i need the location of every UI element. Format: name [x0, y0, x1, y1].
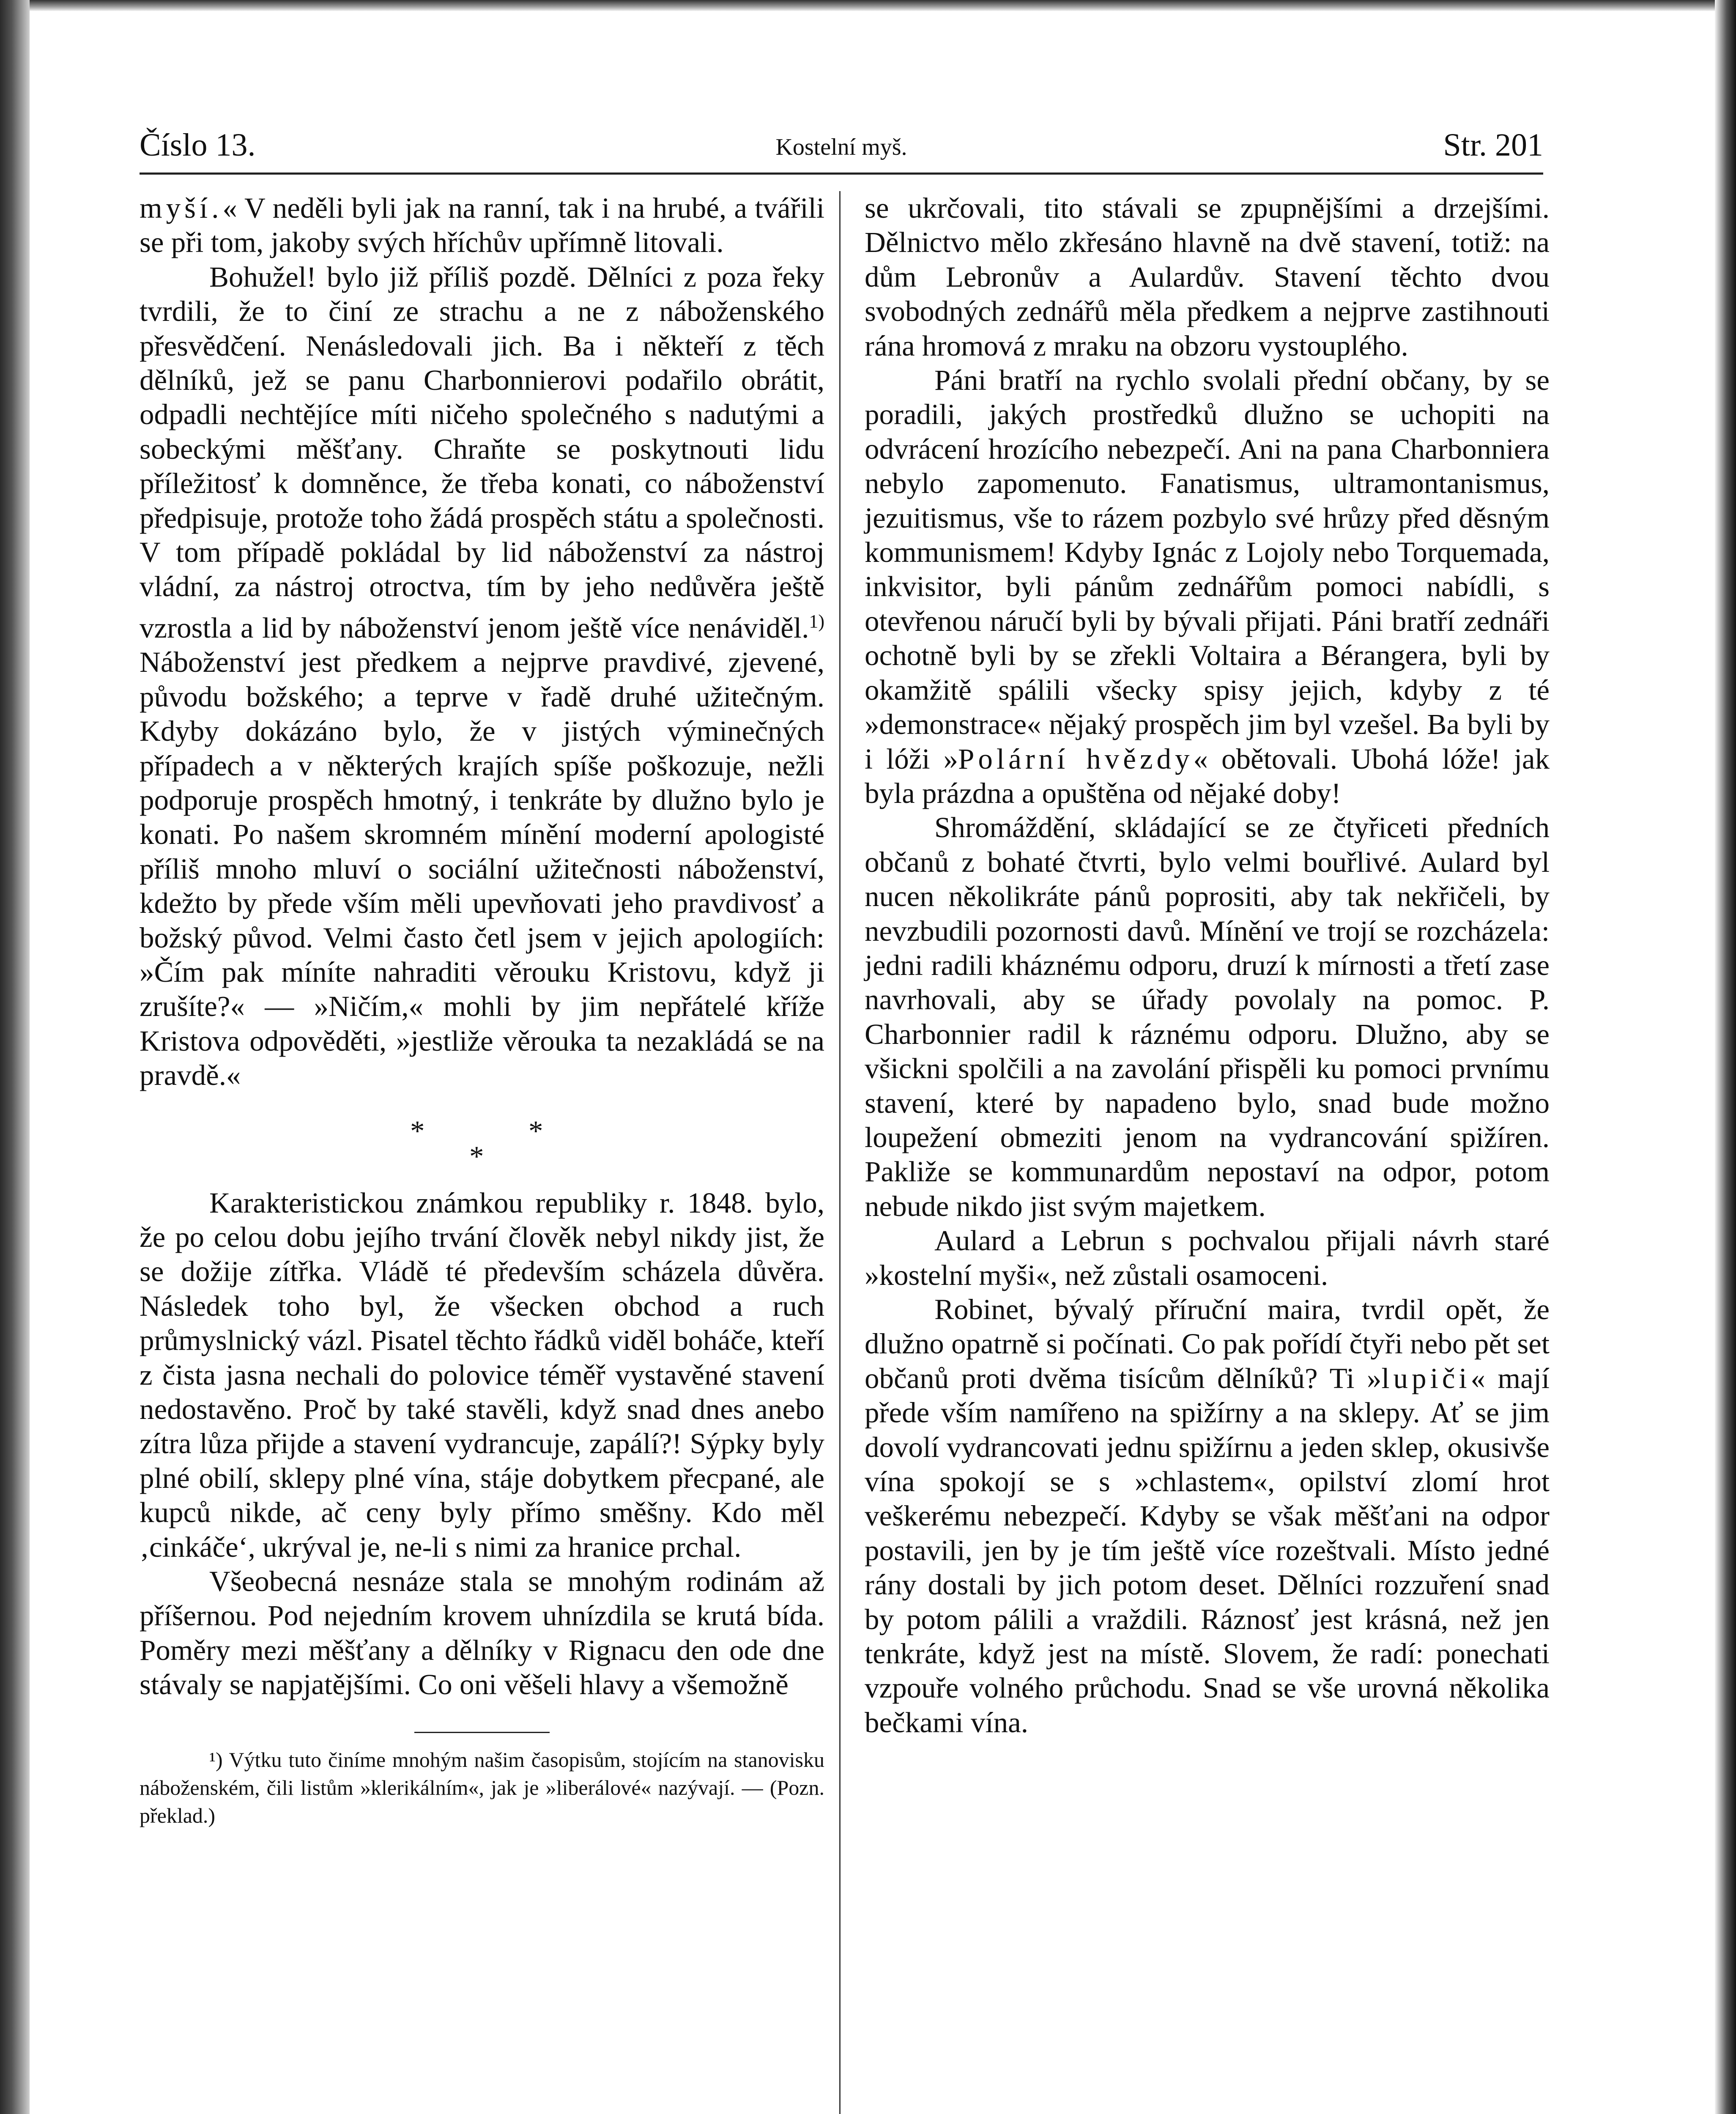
paragraph-text: « mají přede vším namířeno na spižírny a na sklepy. Ať se jim dovolí vydrancovati jednu spižírnu a jeden sklep, okusivše vína spokojí se s »chlastem«, opilství zlomí hrot veškerému nebezpečí. Kdyby se však měšťani na odpor postavili, jen by je tím ještě více rozeštvali. Místo jedné rány dostali by jich potom deset. Dělníci rozzuření snad by potom pálili a vraždili. Ráznosť jest krásná, než jen tenkráte, když jest na místě. Slovem, že radí: ponechati vzpouře volného průchodu. Snad se vše urovná několika bečkami vína. [865, 1362, 1550, 1739]
paragraph-5 [865, 1292, 1550, 1740]
footnote: ¹) Výtku tuto činíme mnohým našim časopisům, stojícím na stanovisku náboženském, čili listům »klerikálním«, jak je »liberálové« nazývají. — (Pozn. překlad.) [140, 1747, 824, 1827]
paragraph-text: « obětovali. Ubohá lóže! jak byla prázdna a opuštěna od nějaké doby! [865, 742, 1550, 809]
paragraph-text: Náboženství jest předkem a nejprve pravdivé, zjevené, původu božského; a teprve v řadě druhé užitečným. Kdyby dokázáno bylo, že v jistých výminečných případech a v některých krajích spíše poškozuje, nežli podporuje prospěch hmotný, i tenkráte by dlužno bylo je konati. Po našem skromném mínění moderní apologisté příliš mnoho mluví o sociální užitečnosti náboženství, kdežto by přede vším měli upevňovati jeho pravdivosť a božský původ. Velmi často četl jsem v jejich apologiích: »Čím pak míníte nahraditi věrouku Kristovu, když ji zrušíte?« — »Ničím,« mohli by jim nepřátelé kříže Kristova odpověděti, »jestliže věrouka ta nezakládá se na pravdě.« [140, 646, 824, 1092]
spaced-phrase: Polární hvězdy [958, 742, 1194, 775]
footnote-rule [414, 1732, 550, 1733]
paragraph-3: Karakteristickou známkou republiky r. 1848. bylo, že po celou dobu jejího trvání člověk nebyl nikdy jist, že se dožije zítřka. Vládě té především scházela důvěra. Následek toho byl, že všecken obchod a ruch průmyslnický vázl. Pisatel těchto řádků viděl boháče, kteří z čista jasna nechali do polovice téměř vystavěné stavení nedostavěno. Proč by také stavěli, když snad dnes anebo zítra lůza přijde a stavení vydrancuje, zapálí?! Sýpky byly plné obilí, sklepy plné vína, stáje dobytkem přecpané, ale kupců nikde, ač ceny byly přímo směšny. Kdo měl ‚cinkáče‘, ukrýval je, ne-li s nimi za hranice prchal. [140, 1186, 824, 1563]
running-title: Kostelní myš. [775, 134, 907, 160]
paragraph-text: Robinet, bývalý příruční maira, tvrdil opět, že dlužno opatrně si počínati. Co pak pořídí čtyři nebo pět set občanů proti dvěma tisícům dělníků? Ti » [865, 1293, 1550, 1394]
spaced-word: lupiči [1381, 1362, 1471, 1394]
paragraph-text: « V neděli byli jak na ranní, tak i na hrubé, a tvářili se při tom, jakoby svých hříchův upřímně litovali. [140, 192, 824, 259]
paragraph-2 [865, 363, 1550, 811]
scan-left-edge [0, 0, 30, 2114]
asterisk: * [469, 1140, 484, 1172]
paragraph-4: Všeobecná nesnáze stala se mnohým rodinám až příšernou. Pod nejedním krovem uhnízdila se krutá bída. Poměry mezi měšťany a dělníky v Rignacu den ode dne stávaly se napjatějšími. Co oni věšeli hlavy a všemožně [140, 1565, 824, 1701]
spaced-word: myší. [140, 192, 223, 224]
asterisk: * [528, 1115, 543, 1147]
column-divider [839, 191, 841, 2114]
scan-right-edge [1715, 0, 1736, 2114]
right-column [865, 191, 1550, 1740]
page-number: Str. 201 [1443, 127, 1543, 163]
header-rule [140, 173, 1543, 175]
paragraph-4: Aulard a Lebrun s pochvalou přijali návrh staré »kostelní myši«, než zůstali osamoceni. [865, 1224, 1550, 1291]
left-column [140, 191, 824, 1829]
issue-number: Číslo 13. [140, 127, 256, 163]
paragraph-1 [140, 191, 824, 260]
paragraph-3: Shromáždění, skládající se ze čtyřiceti předních občanů z bohaté čtvrti, bylo velmi bouřlivé. Aulard byl nucen několikráte pánů poprositi, aby tak nekřičeli, by nevzbudili pozornosti davů. Mínění ve trojí se rozcházela: jedni radili kháznému odporu, druzí k mírnosti a třetí zase navrhovali, aby se úřady povolaly na pomoc. P. Charbonnier radil k ráznému odporu. Dlužno, aby se všickni spolčili a na zavolání přispěli ku pomoci prvnímu stavení, které by napadeno bylo, snad bude možno loupežení obmeziti jenom na vydrancování spižíren. Pakliže se kommunardům nepostaví na odpor, potom nebude nikdo jist svým majetkem. [865, 811, 1550, 1222]
footnote-ref: 1) [809, 611, 824, 632]
page-header [140, 123, 1543, 173]
paragraph-2 [140, 260, 824, 1093]
paragraph-text: Bohužel! bylo již příliš pozdě. Dělníci z poza řeky tvrdili, že to činí ze strachu a ne z náboženského přesvědčení. Nenásledovali jich. Ba i někteří z těch dělníků, jež se panu Charbonnierovi podařilo obrátit, odpadli nechtějíce míti ničeho společného s nadutými a sobeckými měšťany. Chraňte se poskytnouti lidu příležitosť k domněnce, že třeba konati, co náboženství předpisuje, protože toho žádá prospěch státu a společnosti. V tom případě pokládal by lid náboženství za nástroj vládní, za nástroj otroctva, tím by jeho nedůvěra ještě vzrostla a lid by náboženství jenom ještě více nenáviděl. [140, 260, 824, 644]
paragraph-1: se ukrčovali, tito stávali se zpupnějšími a drzejšími. Dělnictvo mělo zkřesáno hlavně na dvě stavení, totiž: na dům Lebronův a Aulardův. Stavení těchto dvou svobodných zednářů měla předkem a nejprve zastihnouti rána hromová z mraku na obzoru vystouplého. [865, 192, 1550, 362]
paragraph-text: Páni bratří na rychlo svolali přední občany, by se poradili, jakých prostředků dlužno se uchopiti na odvrácení hrozícího nebezpečí. Ani na pana Charbonniera nebylo zapomenuto. Fanatismus, ultramontanismus, jezuitismus, vše to rázem pozbylo své hrůzy před děsným kommunismem! Kdyby Ignác z Lojoly nebo Torquemada, inkvisitor, byli pánům zednářům pomoci nabídli, s otevřenou náručí byli by bývali přijati. Páni bratří zednáři ochotně byli by se zřekli Voltaira a Bérangera, byli by okamžitě spálili všecky spisy jejich, kdyby z té »demonstrace« nějaký prospěch jim byl vzešel. Ba byli by i lóži » [865, 364, 1550, 775]
scan-top-edge [0, 0, 1736, 11]
section-break [140, 1093, 824, 1186]
asterisk: * [410, 1115, 425, 1147]
